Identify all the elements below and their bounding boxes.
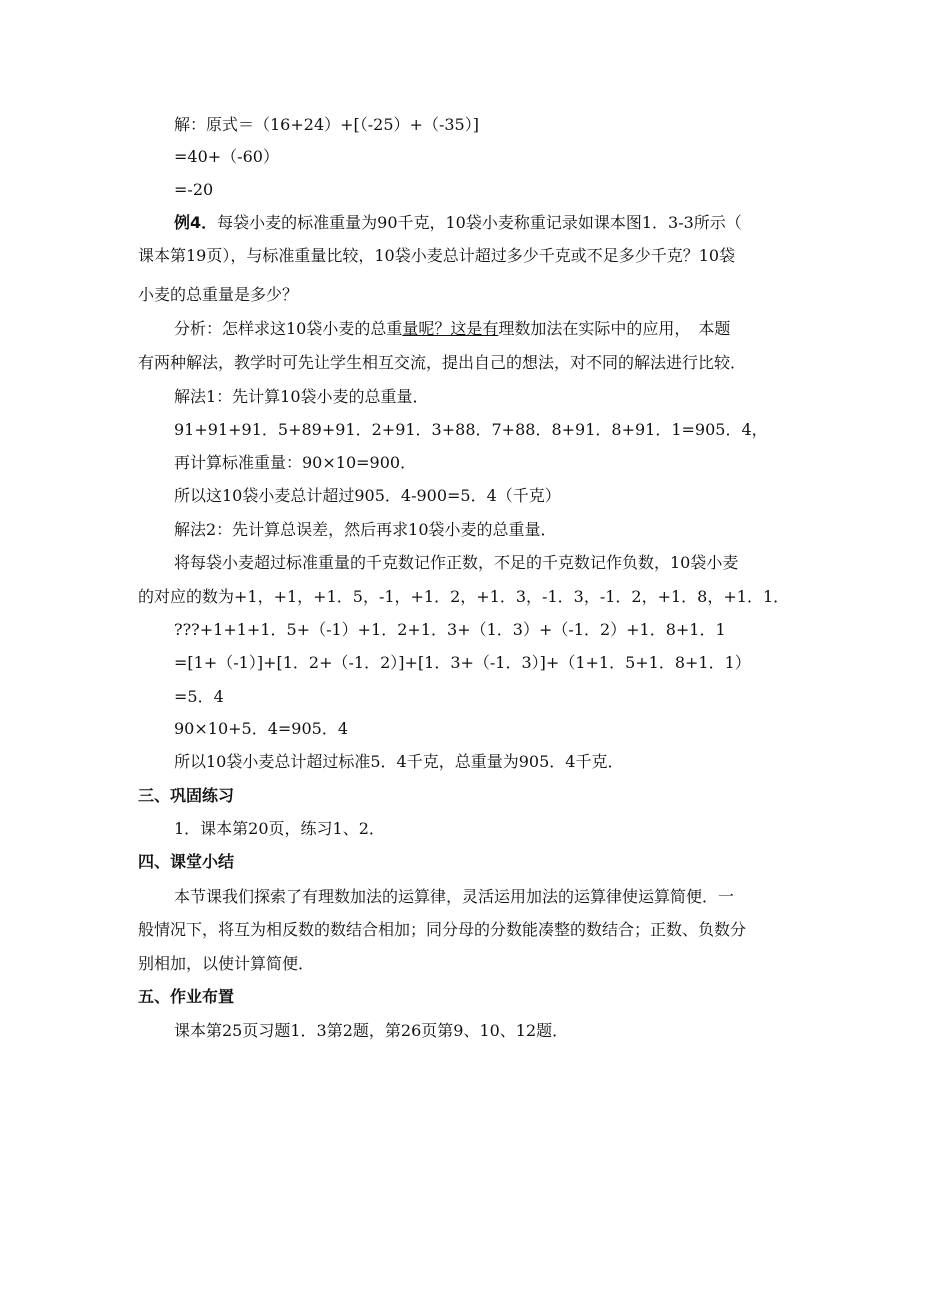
analysis-text-underlined: 量呢？这是有 (402, 319, 499, 338)
method-2-line-2: 的对应的数为+1，+1，+1．5，-1，+1．2，+1．3，-1．3，-1．2，+1．8，+1．1． (138, 587, 790, 606)
heading-summary: 四、课堂小结 (138, 852, 235, 871)
solution-line-2: =40+（-60） (174, 147, 279, 166)
method-2-calc-3: =5．4 (174, 687, 224, 706)
method-2-calc-4: 90×10+5．4=905．4 (174, 719, 349, 738)
method-2-calc-2: =[1+（-1）]+[1．2+（-1．2）]+[1．3+（-1．3）]+（1+1．5+1．8+1．1） (174, 653, 751, 672)
summary-line-3: 别相加，以使计算简便． (138, 954, 315, 973)
analysis-text-before: 分析：怎样求这10袋小麦的总重 (174, 319, 403, 338)
method-1-standard: 再计算标准重量：90×10=900． (174, 453, 417, 472)
example-4-line-3: 小麦的总重量是多少？ (138, 285, 299, 304)
homework-line-1: 课本第25页习题1．3第2题，第26页第9、10、12题． (174, 1021, 569, 1040)
example-4-text: 每袋小麦的标准重量为90千克，10袋小麦称重记录如课本图1．3-3所示（ (217, 213, 742, 232)
method-2-title: 解法2：先计算总误差，然后再求10袋小麦的总重量． (174, 520, 557, 539)
example-4-label: 例4． (174, 213, 218, 232)
solution-line-3: =-20 (174, 180, 214, 199)
heading-practice: 三、巩固练习 (138, 786, 235, 805)
analysis-line-1 (174, 318, 818, 340)
analysis-text-after: 理数加法在实际中的应用， 本题 (498, 319, 731, 338)
example-4-line-2: 课本第19页），与标准重量比较，10袋小麦总计超过多少千克或不足多少千克？10袋 (138, 246, 736, 265)
practice-item-1: 1．课本第20页，练习1、2． (174, 819, 385, 838)
method-1-result: 所以这10袋小麦总计超过905．4-900=5．4（千克） (174, 486, 561, 505)
heading-homework: 五、作业布置 (138, 987, 235, 1006)
summary-line-1: 本节课我们探索了有理数加法的运算律，灵活运用加法的运算律使运算简便．一 (174, 887, 735, 906)
example-4-line-1 (174, 212, 818, 234)
solution-line-1: 解：原式＝（16+24）+[（-25）+（-35）] (174, 115, 479, 134)
method-2-line-1: 将每袋小麦超过标准重量的千克数记作正数，不足的千克数记作负数，10袋小麦 (174, 553, 739, 572)
analysis-line-2: 有两种解法，教学时可先让学生相互交流，提出自己的想法，对不同的解法进行比较． (138, 353, 747, 372)
method-2-calc-1: ???+1+1+1．5+（-1）+1．2+1．3+（1．3）+（-1．2）+1．8+1．1 (174, 620, 726, 639)
method-1-title: 解法1：先计算10袋小麦的总重量． (174, 387, 429, 406)
method-1-sum: 91+91+91．5+89+91．2+91．3+88．7+88．8+91．8+91．1=905．4， (174, 420, 768, 439)
summary-line-2: 般情况下，将互为相反数的数结合相加；同分母的分数能凑整的数结合；正数、负数分 (138, 920, 747, 939)
method-2-result: 所以10袋小麦总计超过标准5．4千克，总重量为905．4千克． (174, 752, 624, 771)
